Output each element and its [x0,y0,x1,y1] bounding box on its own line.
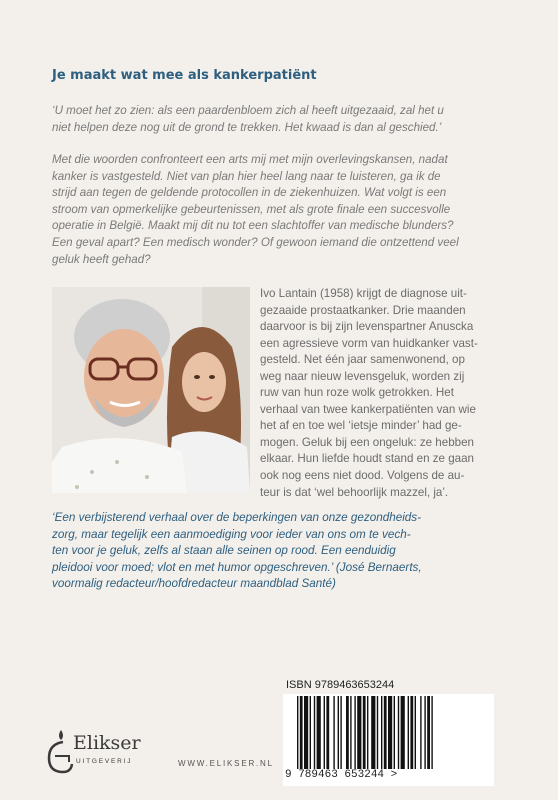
publisher-emblem-icon [45,728,75,776]
barcode-icon [283,694,494,772]
opening-quote [52,103,512,136]
intro-line: geluk heeft gehad? [52,252,151,266]
bio-line: Ivo Lantain (1958) krijgt de diagnose uit- [260,287,467,300]
review-blurb [52,510,512,593]
bio-line: daarvoor is bij zijn levenspartner Anuscka [260,320,474,334]
intro-line: Een geval apart? Een medisch wonder? Of gewoon iemand die ontzettend veel [52,235,459,249]
blurb-line: ten voor je geluk, zelfs al staan alle seinen op rood. Een eenduidig [52,544,396,558]
isbn-barcode [283,676,494,786]
barcode-digits: 9 789463 653244 > [283,769,494,781]
bio-line: elkaar. Hun liefde houdt stand en ze gaan [260,452,474,466]
bio-line: ook nog eens niet dood. Volgens de au- [260,469,465,483]
quote-line: niet helpen deze nog uit de grond te trekken. Het kwaad is dan al geschied.’ [52,120,442,134]
bio-line: weg naar nieuw levensgeluk, worden zij [260,369,465,383]
intro-line: strijd aan tegen de geldende protocollen in de ziekenhuizen. Wat volgt is een [52,186,447,200]
intro-paragraph [52,152,512,268]
bio-line: gezaaide prostaatkanker. Drie maanden [260,303,466,317]
cover-heading: Je maakt wat mee als kankerpatiënt [52,68,317,83]
blurb-line: ‘Een verbijsterend verhaal over de beperkingen van onze gezondheids- [52,511,422,524]
blurb-line: zorg, maar tegelijk een aanmoediging voor ieder van ons om te vech- [52,527,411,541]
author-bio [260,286,512,501]
bio-line: ruw van hun roze wolk getrokken. Het [260,386,454,400]
intro-line: kanker is vastgesteld. Niet van plan hier heel lang naar te luisteren, ga ik de [52,169,441,183]
publisher-website: WWW.ELIKSER.NL [178,759,274,768]
bio-line: een agressieve vorm van huidkanker vast- [260,336,478,350]
intro-line: operatie in België. Maakt mij dit nu tot een slachtoffer van medische blunders? [52,219,454,233]
intro-line: Met die woorden confronteert een arts mij met mijn overlevingskansen, nadat [52,153,448,166]
bio-line: mogen. Geluk bij een ongeluk: ze hebben [260,435,474,449]
bio-line: verhaal van twee kankerpatiënten van wie [260,402,476,416]
author-photo [52,287,250,493]
blurb-line: voormalig redacteur/hoofdredacteur maandblad Santé) [52,577,336,591]
quote-line: ‘U moet het zo zien: als een paardenbloem zich al heeft uitgezaaid, zal het u [52,104,444,117]
blurb-line: pleidooi voor moed; vlot en met humor opgeschreven.’ (José Bernaerts, [52,560,422,574]
isbn-label: ISBN 9789463653244 [286,679,395,691]
bio-line: gesteld. Net één jaar samenwonend, op [260,353,465,367]
intro-line: stroom van opmerkelijke gebeurtenissen, met als grote finale een succesvolle [52,202,451,216]
publisher-name: Elikser [73,732,141,754]
bio-line: het af en toe wel ‘ietsje minder’ had ge- [260,419,462,433]
bio-line: teur is dat ‘wel behoorlijk mazzel, ja’. [260,485,449,499]
publisher-logo [45,728,165,778]
publisher-subtitle: UITGEVERIJ [76,758,133,765]
